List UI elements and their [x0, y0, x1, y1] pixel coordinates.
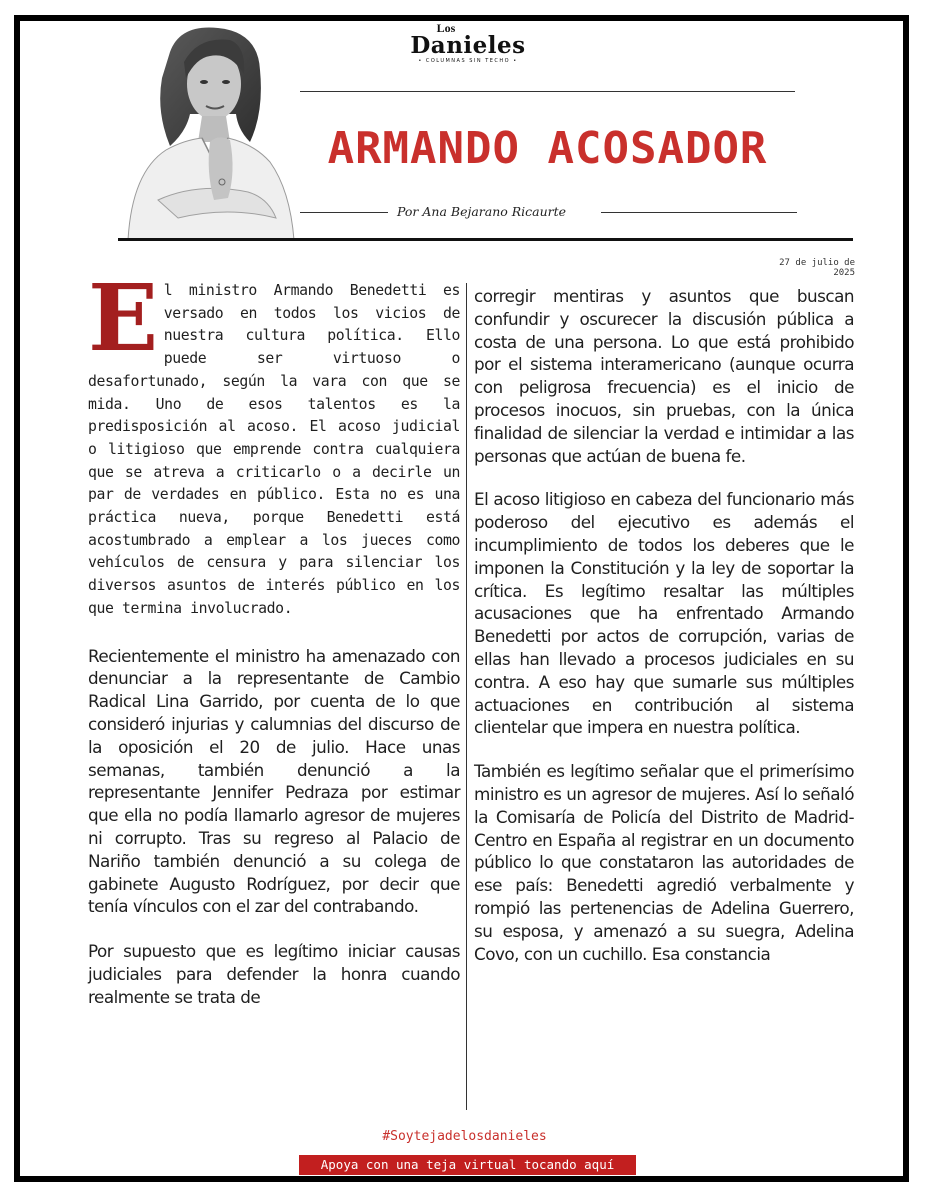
logo-tagline: • COLUMNAS SIN TECHO •	[418, 58, 518, 64]
paragraph-5: El acoso litigioso en cabeza del funcionario más poderoso del ejecutivo es además el incumplimiento de todos los deberes que le imponen la Constitución y la ley de soportar la crítica. Es legítimo resaltar las múltiples acusaciones que ha enfrentado Armando Benedetti por actos de corrupción, varias de ellas han llevado a procesos judiciales en su contra. A eso hay que sumarle sus múltiples actuaciones en contribución al sistema clientelar que impera en nuestra política.	[474, 489, 854, 738]
paragraph-3: Por supuesto que es legítimo iniciar causas judiciales para defender la honra cuando realmente se trata de	[88, 941, 460, 1007]
hashtag-link[interactable]: #Soytejadelosdanieles	[382, 1129, 547, 1144]
drop-cap: E	[88, 264, 158, 372]
column-left	[88, 264, 460, 1009]
article-title: ARMANDO ACOSADOR	[327, 123, 768, 174]
byline-rule-left	[300, 212, 388, 213]
publish-date: 27 de julio de 2025	[779, 258, 855, 278]
support-cta-button[interactable]: Apoya con una teja virtual tocando aquí	[299, 1155, 636, 1175]
column-divider	[466, 283, 467, 1110]
header-top-rule	[300, 91, 795, 92]
logo-top-text: Los	[436, 21, 456, 35]
paragraph-6: También es legítimo señalar que el primerísimo ministro es un agresor de mujeres. Así lo señaló la Comisaría de Policía del Distrito de Madrid-Centro en España al registrar en un documento público lo que constataron las autoridades de ese país: Benedetti agredió verbalmente y rompió las pertenencias de Adelina Guerrero, su esposa, y amenazó a su suegra, Adelina Covo, con un cuchillo. Esa constancia	[474, 761, 854, 964]
column-right	[474, 285, 854, 965]
paragraph-1	[88, 264, 460, 621]
paragraph-2: Recientemente el ministro ha amenazado con denunciar a la representante de Cambio Radical Lina Garrido, por cuenta de lo que consideró injurias y calumnias del discurso de la oposición el 20 de julio. Hace unas semanas, también denunció a la representante Jennifer Pedraza por estimar que ella no podía llamarlo agresor de mujeres ni corrupto. Tras su regreso al Palacio de Nariño también denunció a su colega de gabinete Augusto Rodríguez, por decir que tenía vínculos con el zar del contrabando.	[88, 645, 460, 917]
brand-logo[interactable]	[398, 22, 538, 72]
logo-main-text: Danieles	[410, 32, 526, 59]
paragraph-4: corregir mentiras y asuntos que buscan confundir y oscurecer la discusión pública a costa de una persona. Lo que está prohibido por el sistema interamericano (aunque ocurra con peligrosa frecuencia) es el inicio de procesos inocuos, sin pruebas, con la única finalidad de silenciar la verdad e intimidar a las personas que actúan de buena fe.	[474, 286, 854, 466]
byline: Por Ana Bejarano Ricaurte	[397, 204, 567, 219]
author-photo	[118, 22, 296, 240]
header-bottom-rule	[118, 238, 853, 241]
byline-rule-right	[601, 212, 797, 213]
paragraph-1-text: l ministro Armando Benedetti es versado en todos los vicios de nuestra cultura política. Ello puede ser virtuoso o desafortunado, según la vara con que se mida. Uno de esos talentos es la predisposición al acoso. El acoso judicial o litigioso que emprende contra cualquiera que se atreva a criticarlo o a decirle un par de verdades en público. Esta no es una práctica nueva, porque Benedetti está acostumbrado a emplear a los jueces como vehículos de censura y para silenciar los diversos asuntos de interés público en los que termina involucrado.	[88, 282, 460, 617]
